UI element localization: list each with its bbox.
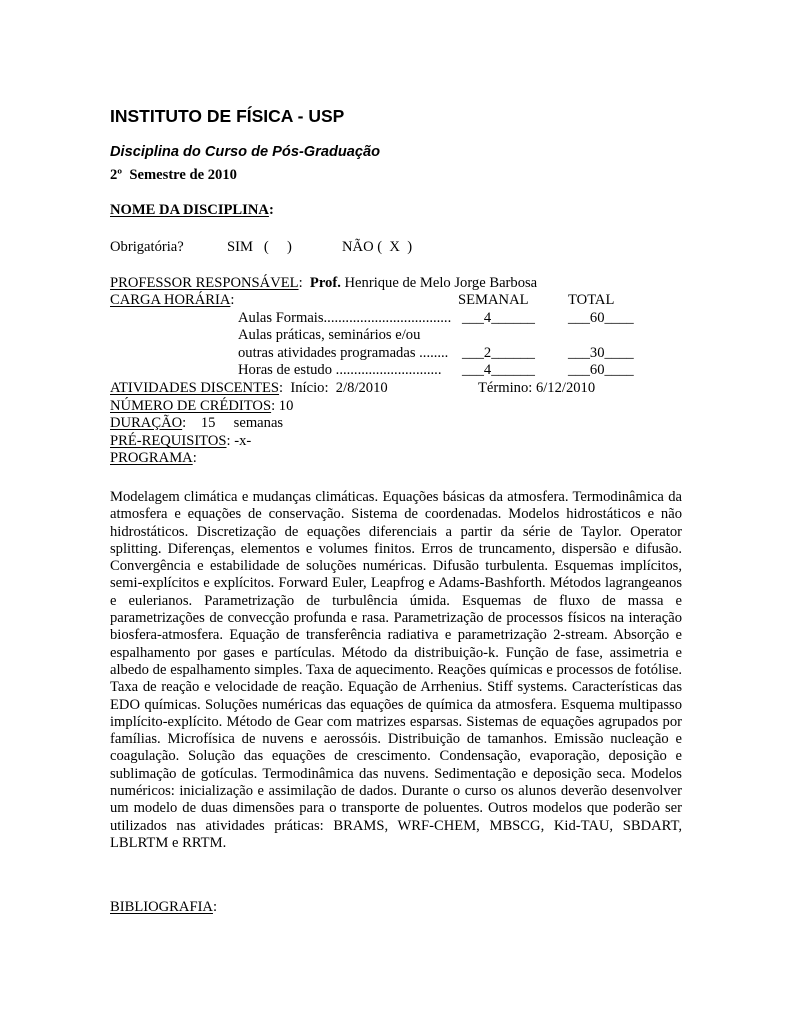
prereq-label: PRÉ-REQUISITOS (110, 433, 227, 449)
program-colon: : (192, 450, 197, 466)
mandatory-nao: NÃO ( X ) (342, 239, 413, 255)
activities-row (110, 381, 388, 396)
credits-value: : 10 (271, 398, 294, 414)
semester: 2º Semestre de 2010 (110, 167, 237, 183)
bibliography-label: BIBLIOGRAFIA (110, 899, 213, 915)
professor-row (110, 276, 537, 291)
activities-label: ATIVIDADES DISCENTES (110, 380, 280, 396)
workload-total-header: TOTAL (568, 292, 615, 308)
discipline-name-label: NOME DA DISCIPLINA (110, 202, 269, 218)
workload-row2-label-a: Aulas práticas, seminários e/ou (238, 327, 421, 343)
workload-row1-total: ___60____ (568, 310, 634, 326)
workload-colon: : (230, 292, 235, 308)
discipline-name-colon: : (268, 202, 274, 218)
duration-row (110, 416, 283, 431)
bibliography-heading (110, 900, 217, 915)
duration-value: : 15 semanas (182, 415, 284, 431)
workload-label: CARGA HORÁRIA (110, 292, 231, 308)
professor-colon: : (298, 275, 303, 291)
program-label: PROGRAMA (110, 450, 193, 466)
duration-label: DURAÇÃO (110, 415, 183, 431)
course-type: Disciplina do Curso de Pós-Graduação (110, 144, 381, 160)
credits-label: NÚMERO DE CRÉDITOS (110, 398, 272, 414)
professor-name: Henrique de Melo Jorge Barbosa (344, 275, 538, 291)
professor-label: PROFESSOR RESPONSÁVEL (110, 275, 299, 291)
professor-title: Prof. (309, 275, 341, 291)
workload-row1-weekly: ___4______ (462, 310, 535, 326)
workload-row (110, 293, 234, 308)
activities-start: : Início: 2/8/2010 (279, 380, 388, 396)
workload-row3-label: Horas de estudo ............................. (238, 362, 442, 378)
workload-row3-total: ___60____ (568, 362, 634, 378)
discipline-name-row (110, 203, 274, 218)
workload-row3-weekly: ___4______ (462, 362, 535, 378)
workload-row2-label-b: outras atividades programadas ........ (238, 345, 449, 361)
institute-title: INSTITUTO DE FÍSICA - USP (110, 106, 345, 126)
bibliography-colon: : (212, 899, 218, 915)
workload-row2-total: ___30____ (568, 345, 634, 361)
mandatory-label: Obrigatória? (110, 239, 184, 255)
credits-row (110, 399, 293, 414)
prereq-row (110, 434, 251, 449)
workload-row1-label: Aulas Formais................................... (238, 310, 452, 326)
workload-weekly-header: SEMANAL (458, 292, 529, 308)
program-text: Modelagem climática e mudanças climáticas. Equações básicas da atmosfera. Termodinâmica da atmosfera e equações de conservação. Sistema de coordenadas. Modelos hidrostáticos e não hidrostáticos. Discretização de equações diferenciais a partir da série de Taylor. Operator splitting. Diferenças, elementos e volumes finitos. Erros de truncamento, dispersão e difusão. Convergência e estabilidade de soluções numéricas. Difusão turbulenta. Esquemas implícitos, semi-explícitos e explícitos. Forward Euler, Leapfrog e Adams-Bashforth. Métodos lagrangeanos e eulerianos. Parametrização de turbulência úmida. Esquemas de fluxo de massa e parametrizações de convecção profunda e rasa. Parametrização de processos físicos na interação biosfera-atmosfera. Equação de transferência radiativa e parametrização 2-stream. Absorção e espalhamento por gases e partículas. Método da distribuição-k. Função de fase, assimetria e albedo de espalhamento simples. Taxa de aquecimento. Reações químicas e processos de fotólise. Taxa de reação e velocidade de reação. Equação de Arrhenius. Stiff systems. Características das EDO químicas. Soluções numéricas das equações de química da atmosfera. Esquema multipasso implícito-explícito. Método de Gear com matrizes esparsas. Sistemas de equações agrupados por famílias. Microfísica de nuvens e aerossóis. Distribuição de tamanhos. Emissão nucleação e coagulação. Solução das equações de crescimento. Condensação, evaporação, deposição e sublimação de gotículas. Termodinâmica das nuvens. Sedimentação e deposição seca. Modelos numéricos: inicialização e assimilação de dados. Durante o curso os alunos deverão desenvolver um modelo de duas dimensões para o transporte de poluentes. Outros modelos que poderão ser utilizados nas atividades práticas: BRAMS, WRF-CHEM, MBSCG, Kid-TAU, SBDART, LBLRTM e RRTM. (110, 489, 682, 851)
activities-end: Término: 6/12/2010 (478, 380, 596, 396)
prereq-value: : -x- (226, 433, 252, 449)
workload-row2-weekly: ___2______ (462, 345, 535, 361)
program-heading (110, 451, 197, 466)
mandatory-sim: SIM ( ) (227, 239, 292, 255)
